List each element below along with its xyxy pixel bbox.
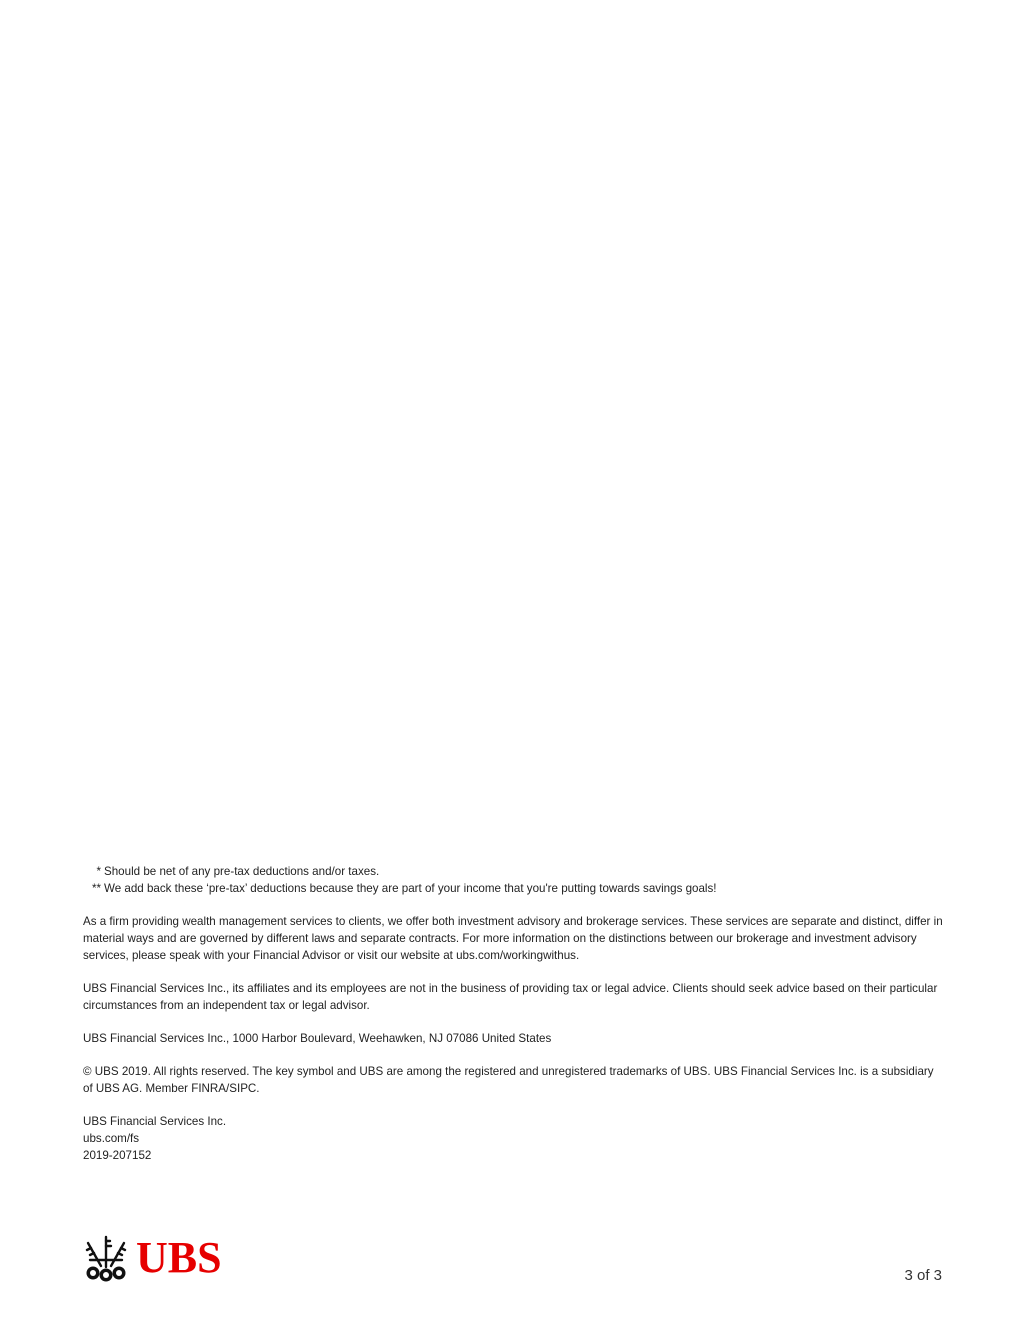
footnotes bbox=[83, 863, 943, 897]
footnote-2 bbox=[83, 880, 943, 897]
tax-legal-paragraph: UBS Financial Services Inc., its affiliates and its employees are not in the business of providing tax or legal advice. Clients should seek advice based on their particular circumstances from an independent tax or legal advisor. bbox=[83, 982, 938, 1012]
ubs-keys-icon bbox=[82, 1233, 130, 1283]
imprint-website: ubs.com/fs bbox=[83, 1132, 140, 1145]
footnote-mark: ** bbox=[91, 882, 101, 895]
imprint-company: UBS Financial Services Inc. bbox=[83, 1115, 227, 1128]
advisory-brokerage-paragraph: As a firm providing wealth management services to clients, we offer both investment advisory and brokerage services. These services are separate and distinct, differ in material ways and are governed by different laws and separate contracts. For more information on the distinctions between our brokerage and investment advisory services, please speak with your Financial Advisor or visit our website at ubs.com/workingwithus. bbox=[83, 915, 943, 962]
address-paragraph: UBS Financial Services Inc., 1000 Harbor Boulevard, Weehawken, NJ 07086 United States bbox=[83, 1032, 552, 1045]
copyright-paragraph: © UBS 2019. All rights reserved. The key symbol and UBS are among the registered and unregistered trademarks of UBS. UBS Financial Services Inc. is a subsidiary of UBS AG. Member FINRA/SIPC. bbox=[83, 1065, 934, 1095]
ubs-logo bbox=[82, 1233, 222, 1283]
footnote-text: We add back these ‘pre-tax’ deductions because they are part of your income that you're putting towards savings goals! bbox=[104, 882, 717, 895]
footnote-1 bbox=[83, 863, 943, 880]
ubs-wordmark: UBS bbox=[136, 1233, 222, 1282]
imprint-code: 2019-207152 bbox=[83, 1149, 152, 1162]
imprint bbox=[83, 1113, 943, 1164]
disclosures-section bbox=[83, 863, 943, 1164]
footnote-mark: * bbox=[96, 865, 101, 878]
footnote-text: Should be net of any pre-tax deductions and/or taxes. bbox=[104, 865, 380, 878]
page-number: 3 of 3 bbox=[904, 1267, 942, 1284]
